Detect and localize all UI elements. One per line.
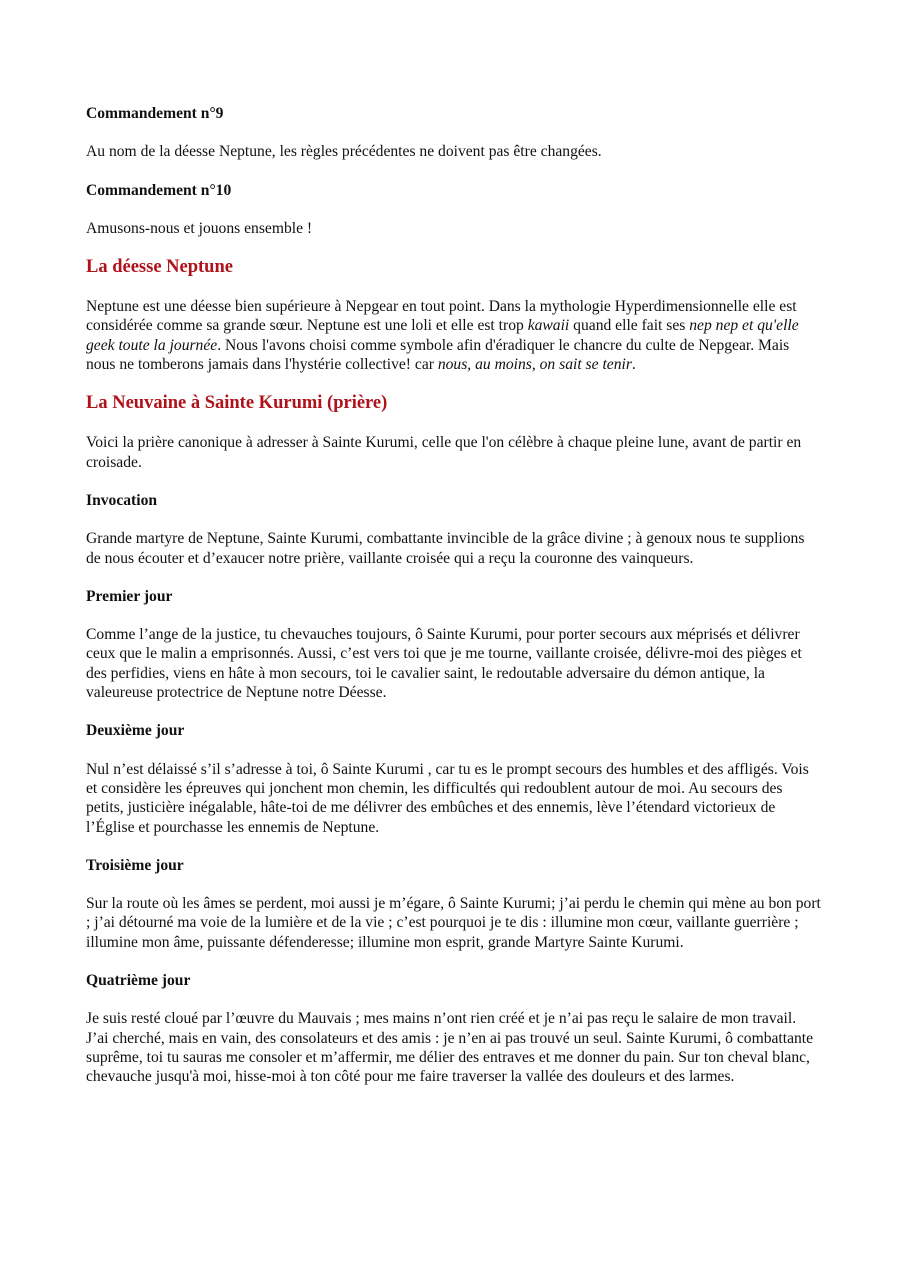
day-4-text: Je suis resté cloué par l’œuvre du Mauvais ; mes mains n’ont rien créé et je n’ai pas reçu le salaire de mon travail. J’ai cherché, mais en vain, des consolateurs et des amis : je n’en ai pas trouvé un seul. Sainte Kurumi, ô combattante suprême, toi tu sauras me consoler et m’affermir, me délier des entraves et me donner du pain. Sur ton cheval blanc, chevauche jusqu'à moi, hisse-moi à ton côté pour me faire traverser la vallée des douleurs et des larmes. bbox=[86, 1010, 814, 1086]
day-4-title: Quatrième jour bbox=[86, 972, 191, 990]
commandment-10-text: Amusons-nous et jouons ensemble ! bbox=[86, 219, 313, 237]
day-2-text: Nul n’est délaissé s’il s’adresse à toi, ô Sainte Kurumi , car tu es le prompt secours des humbles et des affligés. Vois et considère les épreuves qui jonchent mon chemin, les difficultés qui redoublent autour de moi. Au secours des petits, justicière inégalable, hâte-toi de me délivrer des embûches et des ennemis, lève l’étendard victorieux de l’Église et pourchasse les ennemis de Neptune. bbox=[86, 760, 809, 836]
goddess-italic-2: nep nep et qu'elle geek toute la journée bbox=[86, 317, 799, 354]
novena-section-title: La Neuvaine à Sainte Kurumi (prière) bbox=[86, 393, 388, 414]
commandment-9-text: Au nom de la déesse Neptune, les règles précédentes ne doivent pas être changées. bbox=[86, 143, 602, 161]
day-3-text: Sur la route où les âmes se perdent, moi aussi je m’égare, ô Sainte Kurumi; j’ai perdu le chemin qui mène au bon port ; j’ai détourné ma voie de la lumière et de la vie ; c’est pourquoi je te dis : illumine mon cœur, vaillante guerrière ; illumine mon âme, puissante défenderesse; illumine mon esprit, grande Martyre Sainte Kurumi. bbox=[86, 895, 821, 951]
invocation-text: Grande martyre de Neptune, Sainte Kurumi, combattante invincible de la grâce divine ; à genoux nous te supplions de nous écouter et d’exaucer notre prière, vaillante croisée qui a reçu la couronne des vainqueurs. bbox=[86, 530, 805, 567]
goddess-italic-3: nous, au moins, on sait se tenir bbox=[437, 356, 632, 374]
document-body bbox=[86, 104, 821, 1087]
goddess-paragraph bbox=[86, 297, 821, 374]
goddess-italic-1: kawaii bbox=[527, 317, 570, 335]
goddess-section-title: La déesse Neptune bbox=[86, 257, 233, 278]
goddess-text-2: quand elle fait ses bbox=[569, 317, 690, 335]
goddess-text-1: Neptune est une déesse bien supérieure à Nepgear en tout point. Dans la mythologie Hyperdimensionnelle elle est considérée comme sa grande sœur. Neptune est une loli et elle est trop bbox=[86, 298, 797, 335]
invocation-title: Invocation bbox=[86, 491, 158, 509]
day-1-text: Comme l’ange de la justice, tu chevauches toujours, ô Sainte Kurumi, pour porter secours aux méprisés et délivrer ceux que le malin a emprisonnés. Aussi, c’est vers toi que je me tourne, vaillante croisée, délivre-moi des pièges et des perfidies, viens en hâte à mon secours, toi le cavalier saint, le redoutable adversaire du démon antique, la valeureuse protectrice de Neptune notre Déesse. bbox=[86, 626, 802, 702]
goddess-text-3: . Nous l'avons choisi comme symbole afin d'éradiquer le chancre du culte de Nepgear. Mais nous ne tomberons jamais dans l'hystérie collective! car bbox=[86, 336, 790, 374]
goddess-text-4: . bbox=[631, 356, 636, 374]
day-2-title: Deuxième jour bbox=[86, 722, 185, 740]
day-1-title: Premier jour bbox=[86, 587, 173, 605]
day-3-title: Troisième jour bbox=[86, 856, 184, 874]
commandment-10-title: Commandement n°10 bbox=[86, 181, 232, 199]
novena-intro: Voici la prière canonique à adresser à Sainte Kurumi, celle que l'on célèbre à chaque pleine lune, avant de partir en croisade. bbox=[86, 434, 802, 471]
commandment-9-title: Commandement n°9 bbox=[86, 105, 224, 122]
